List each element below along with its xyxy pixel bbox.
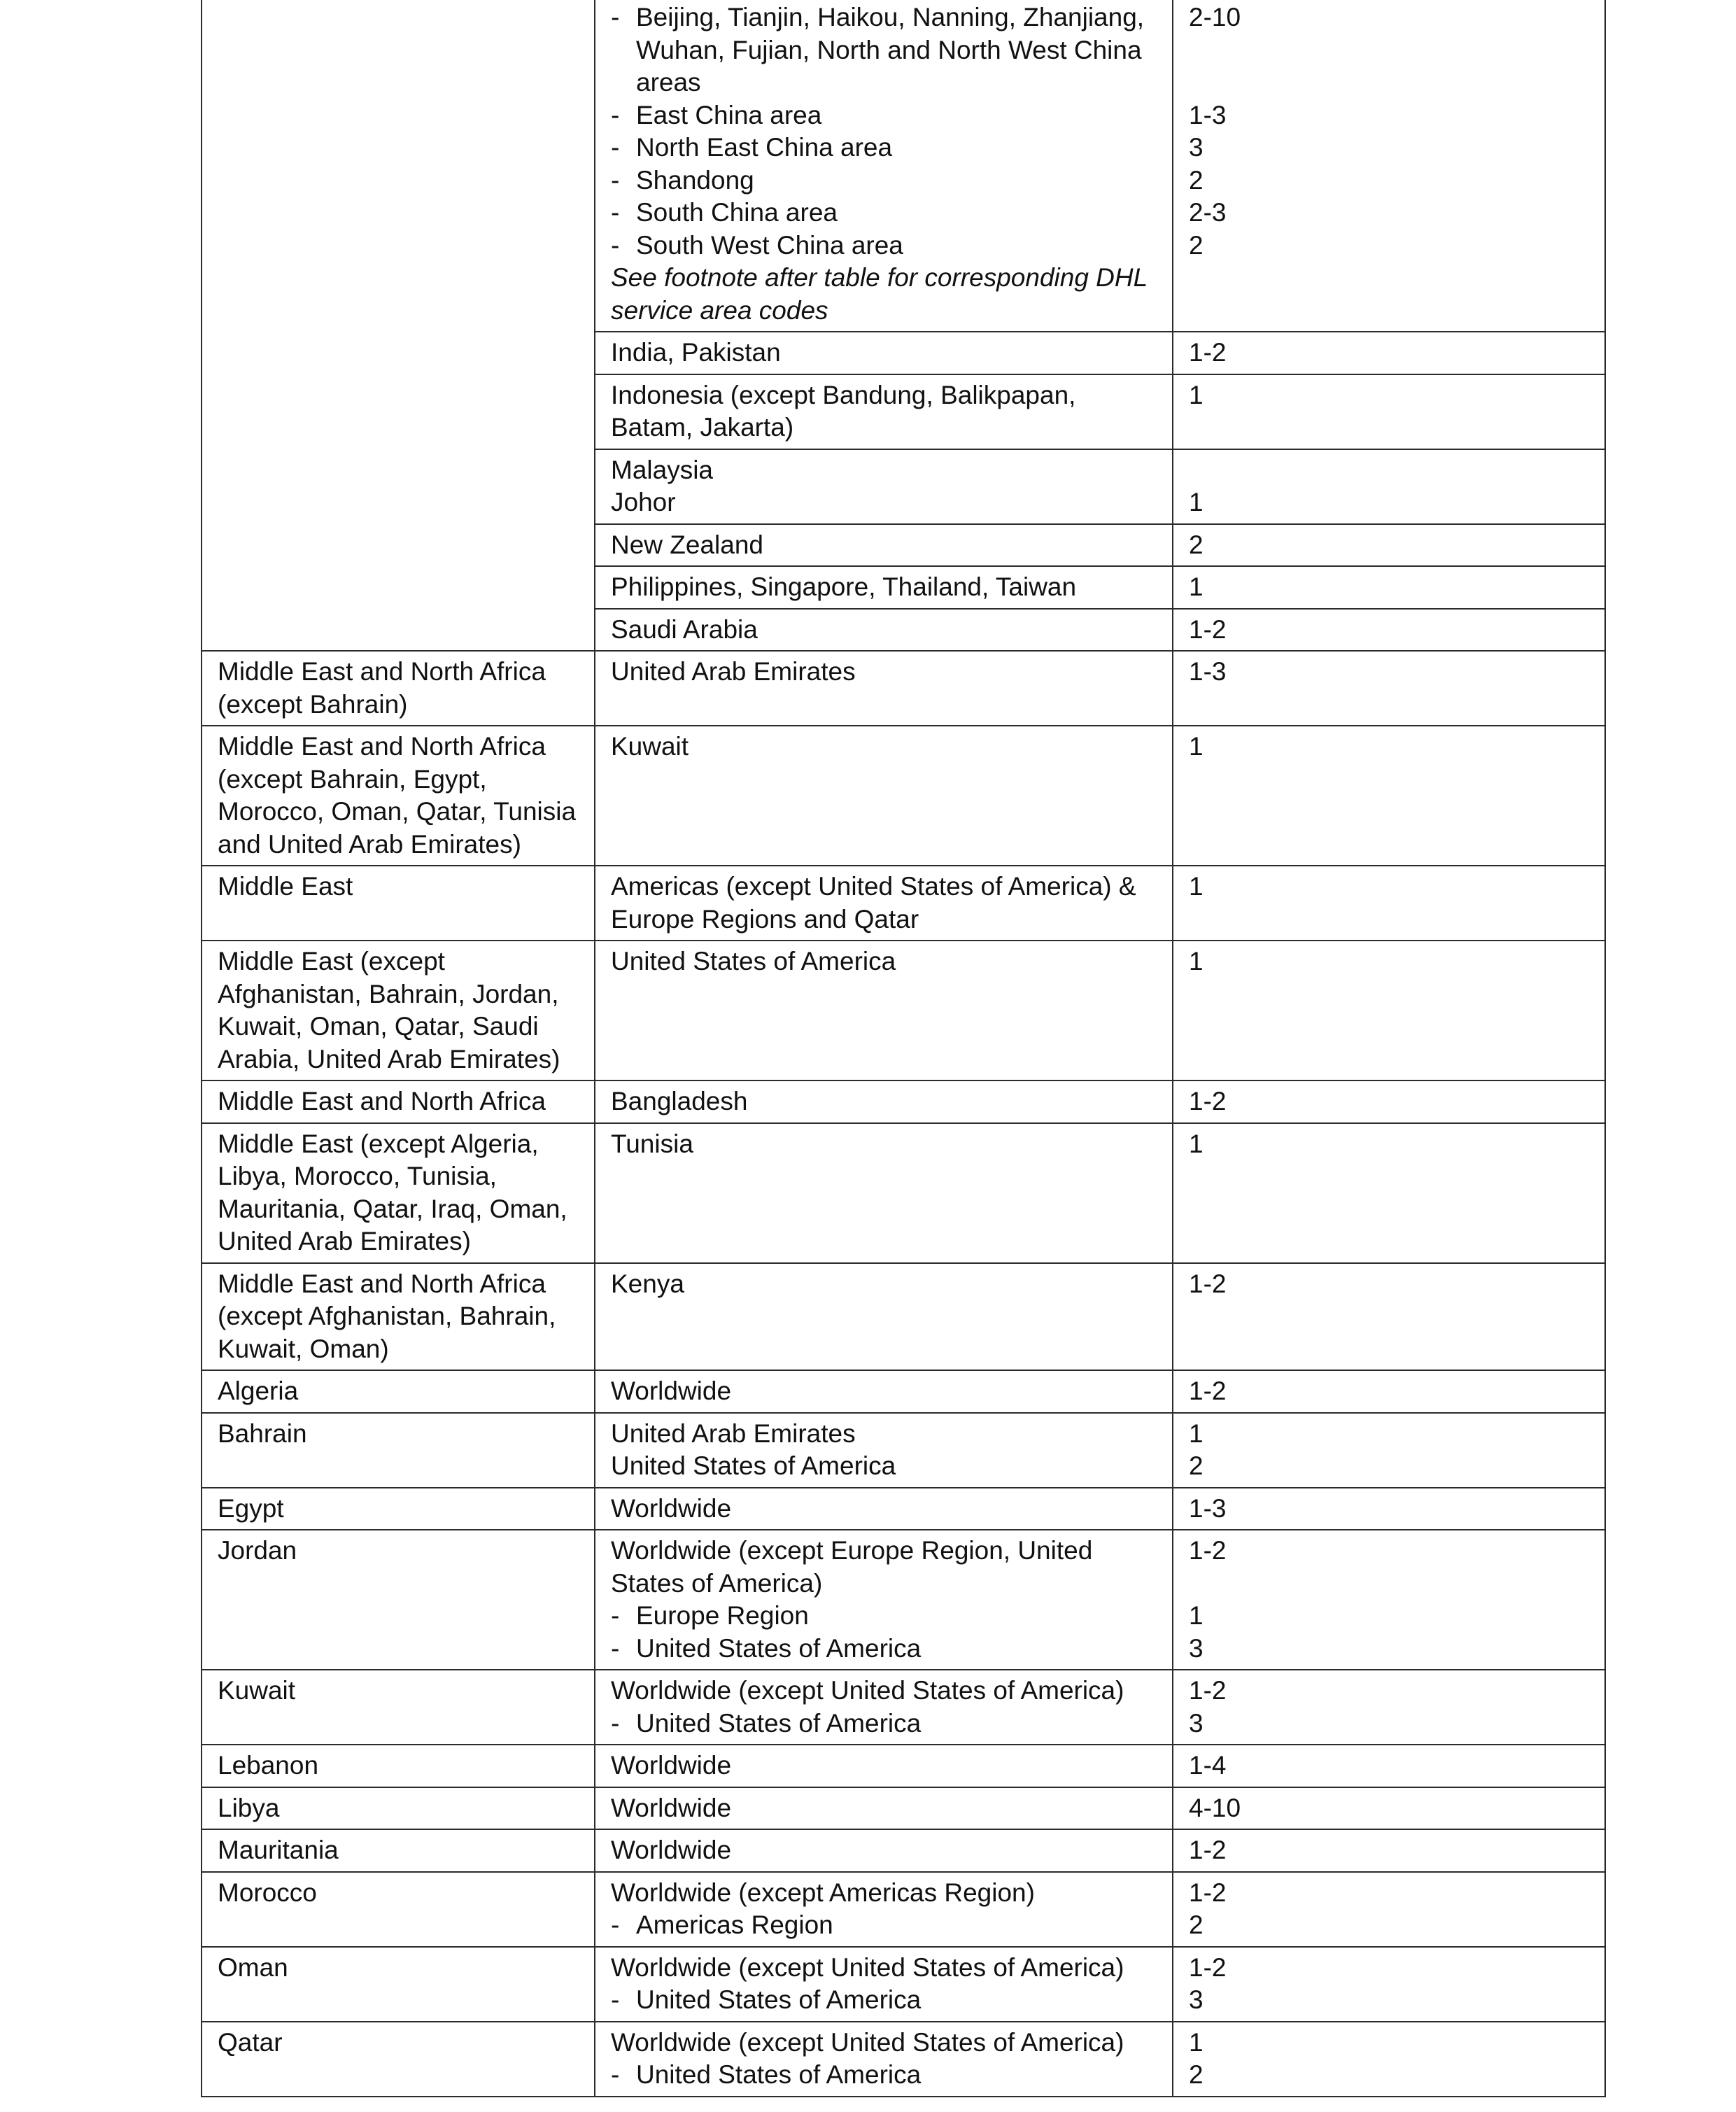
transit-days-cell <box>1173 449 1605 524</box>
transit-days-value: 1 <box>1189 572 1204 601</box>
transit-days-cell <box>1173 1080 1605 1123</box>
destination-cell <box>595 1872 1173 1947</box>
destination-line <box>611 1984 1158 2017</box>
destination-cell <box>595 566 1173 609</box>
transit-days-cell <box>1173 332 1605 374</box>
destination-cell <box>595 1263 1173 1371</box>
destination-line: - Beijing, Tianjin, Haikou, Nanning, Zhanjiang, Wuhan, Fujian, North and North West China areas <box>611 3 1145 97</box>
transit-days-cell <box>1173 524 1605 567</box>
transit-days-value: 1 <box>1189 1418 1204 1448</box>
destination-cell <box>595 609 1173 652</box>
destination-cell <box>595 941 1173 1080</box>
transit-days-cell <box>1173 1488 1605 1530</box>
table-row <box>202 1530 1605 1670</box>
destination-line <box>611 2059 1158 2092</box>
transit-days-cell <box>1173 1787 1605 1830</box>
destination-cell <box>595 2022 1173 2097</box>
table-row <box>202 1080 1605 1123</box>
origin-cell <box>202 651 595 726</box>
destination-cell <box>595 449 1173 524</box>
destination-line: Saudi Arabia <box>611 614 758 644</box>
origin-cell <box>202 1745 595 1787</box>
dash-marker: - <box>611 2060 620 2089</box>
origin-text: Mauritania <box>218 1836 339 1864</box>
transit-days-value: 1 <box>1189 1129 1204 1158</box>
destination-cell <box>595 1530 1173 1670</box>
table-row <box>202 726 1605 866</box>
transit-days-cell <box>1173 941 1605 1080</box>
origin-cell <box>202 1787 595 1830</box>
destination-cell <box>595 1413 1173 1488</box>
destination-line: Worldwide <box>611 1793 732 1822</box>
destination-line: Worldwide <box>611 1836 732 1864</box>
transit-days-value: 1 <box>1189 732 1204 761</box>
table-row <box>202 941 1605 1080</box>
table-row <box>202 1670 1605 1745</box>
transit-days-cell <box>1173 1263 1605 1371</box>
transit-days-value: 2-10 <box>1189 3 1241 31</box>
transit-days-value: 2 <box>1189 1910 1204 1939</box>
table-row <box>202 866 1605 941</box>
transit-days-value: 1-2 <box>1189 1377 1227 1405</box>
destination-cell <box>595 1670 1173 1745</box>
transit-days-cell <box>1173 1530 1605 1670</box>
destination-cell <box>595 651 1173 726</box>
destination-text: Europe Region <box>636 1601 809 1630</box>
transit-days-value: 2 <box>1189 230 1204 260</box>
transit-days-cell <box>1173 1947 1605 2022</box>
table-row <box>202 1787 1605 1830</box>
destination-line <box>611 1600 1158 1633</box>
transit-days-cell <box>1173 566 1605 609</box>
destination-cell <box>595 1080 1173 1123</box>
transit-days-cell <box>1173 651 1605 726</box>
dash-marker: - <box>611 1910 620 1939</box>
origin-cell <box>202 1263 595 1371</box>
origin-text: Morocco <box>218 1878 317 1907</box>
destination-text: United States of America <box>636 1633 922 1663</box>
origin-cell <box>202 726 595 866</box>
destination-line <box>611 1633 1158 1666</box>
destination-line: - South China area <box>611 198 838 227</box>
table-row <box>202 1872 1605 1947</box>
destination-line: Worldwide <box>611 1751 732 1780</box>
transit-days-value: 2 <box>1189 2060 1204 2089</box>
transit-days-value: 1-2 <box>1189 1836 1227 1864</box>
origin-cell <box>202 941 595 1080</box>
origin-text: Oman <box>218 1952 288 1982</box>
transit-days-value: 1-2 <box>1189 1952 1227 1982</box>
destination-cell <box>595 1787 1173 1830</box>
destination-line: Worldwide <box>611 1493 732 1523</box>
transit-days-value: 1-2 <box>1189 338 1227 367</box>
destination-cell <box>595 374 1173 449</box>
table-row <box>202 1123 1605 1263</box>
transit-days-value: 3 <box>1189 1633 1204 1663</box>
transit-days-value: 1-2 <box>1189 1878 1227 1907</box>
destination-line: Kuwait <box>611 732 689 761</box>
destination-line: - Shandong <box>611 165 754 195</box>
origin-text: Qatar <box>218 2027 283 2057</box>
destination-line: Philippines, Singapore, Thailand, Taiwan <box>611 572 1077 601</box>
transit-days-cell <box>1173 1123 1605 1263</box>
origin-cell <box>202 1370 595 1413</box>
transit-days-value: 1 <box>1189 488 1204 516</box>
destination-line: Worldwide (except United States of America) <box>611 2027 1124 2057</box>
transit-days-value: 2 <box>1189 165 1204 195</box>
origin-text: Middle East (except Afghanistan, Bahrain, Jordan, Kuwait, Oman, Qatar, Saudi Arabia, United Arab Emirates) <box>218 947 560 1073</box>
destination-text: United States of America <box>636 1985 922 2014</box>
destination-line: Kenya <box>611 1269 684 1298</box>
table-row <box>202 1413 1605 1488</box>
transit-days-value <box>1189 66 1590 99</box>
destination-text: Americas Region <box>636 1910 833 1939</box>
transit-days-value: 3 <box>1189 133 1204 162</box>
transit-days-value <box>1189 1568 1590 1600</box>
destination-cell <box>595 332 1173 374</box>
destination-line: United States of America <box>611 947 896 976</box>
destination-line: - South West China area <box>611 230 903 260</box>
transit-days-value: 1-2 <box>1189 614 1227 644</box>
transit-days-cell <box>1173 0 1605 332</box>
origin-cell <box>202 1080 595 1123</box>
transit-days-cell <box>1173 2022 1605 2097</box>
table-row <box>202 1263 1605 1371</box>
transit-days-cell <box>1173 1829 1605 1872</box>
transit-days-value: 2-3 <box>1189 198 1227 227</box>
origin-text: Middle East and North Africa (except Afghanistan, Bahrain, Kuwait, Oman) <box>218 1269 556 1363</box>
transit-days-cell <box>1173 726 1605 866</box>
destination-cell <box>595 726 1173 866</box>
transit-days-value: 1-2 <box>1189 1676 1227 1705</box>
transit-days-value: 1-2 <box>1189 1269 1227 1298</box>
destination-line <box>611 1909 1158 1942</box>
destination-cell <box>595 866 1173 941</box>
origin-text: Algeria <box>218 1377 299 1405</box>
destination-cell <box>595 1745 1173 1787</box>
transit-days-value: 1 <box>1189 1601 1204 1630</box>
destination-line: Worldwide <box>611 1377 732 1405</box>
destination-line: Worldwide (except United States of America) <box>611 1952 1124 1982</box>
transit-days-value: 1 <box>1189 947 1204 976</box>
table-row <box>202 651 1605 726</box>
origin-text: Egypt <box>218 1493 284 1523</box>
origin-cell <box>202 1413 595 1488</box>
destination-cell <box>595 524 1173 567</box>
origin-cell <box>202 0 595 651</box>
transit-days-value: 1-2 <box>1189 1536 1227 1565</box>
transit-days-cell <box>1173 1745 1605 1787</box>
origin-cell <box>202 1829 595 1872</box>
transit-days-cell <box>1173 1413 1605 1488</box>
transit-days-value: 1-2 <box>1189 1087 1227 1115</box>
table-body <box>202 0 1605 2097</box>
transit-days-value <box>1189 454 1590 487</box>
destination-line: - North East China area <box>611 133 893 162</box>
origin-cell <box>202 1872 595 1947</box>
destination-line: United Arab Emirates <box>611 1418 856 1448</box>
destination-cell <box>595 1947 1173 2022</box>
destination-line: Tunisia <box>611 1129 693 1158</box>
destination-cell <box>595 1123 1173 1263</box>
table-row <box>202 1829 1605 1872</box>
transit-days-value: 1-3 <box>1189 657 1227 686</box>
destination-line: United Arab Emirates <box>611 657 856 686</box>
origin-cell <box>202 1670 595 1745</box>
destination-line: Bangladesh <box>611 1087 748 1115</box>
origin-text: Middle East <box>218 872 353 901</box>
origin-text: Bahrain <box>218 1418 307 1448</box>
transit-time-table <box>201 0 1606 2097</box>
origin-text: Jordan <box>218 1536 297 1565</box>
destination-line: Malaysia <box>611 455 713 484</box>
destination-line: - East China area <box>611 100 822 129</box>
origin-text: Libya <box>218 1793 280 1822</box>
transit-days-value: 4-10 <box>1189 1793 1241 1822</box>
transit-days-value: 1-3 <box>1189 1493 1227 1523</box>
transit-days-value: 1 <box>1189 380 1204 409</box>
origin-text: Middle East and North Africa (except Bahrain) <box>218 657 546 719</box>
destination-line: United States of America <box>611 1451 896 1480</box>
transit-days-value: 3 <box>1189 1985 1204 2014</box>
dash-marker: - <box>611 1708 620 1738</box>
origin-text: Lebanon <box>218 1751 319 1780</box>
origin-cell <box>202 1530 595 1670</box>
destination-line: Indonesia (except Bandung, Balikpapan, Batam, Jakarta) <box>611 380 1076 442</box>
transit-days-value: 1 <box>1189 872 1204 901</box>
destination-line: New Zealand <box>611 530 764 559</box>
table-row <box>202 1488 1605 1530</box>
origin-cell <box>202 2022 595 2097</box>
origin-text: Middle East and North Africa <box>218 1087 546 1115</box>
table-row <box>202 0 1605 332</box>
transit-days-value: 2 <box>1189 1451 1204 1480</box>
transit-days-cell <box>1173 1872 1605 1947</box>
transit-days-value: 2 <box>1189 530 1204 559</box>
destination-text: United States of America <box>636 2060 922 2089</box>
dash-marker: - <box>611 1633 620 1663</box>
origin-cell <box>202 1123 595 1263</box>
destination-line: India, Pakistan <box>611 338 781 367</box>
destination-cell <box>595 0 1173 332</box>
table-row <box>202 1947 1605 2022</box>
origin-cell <box>202 1947 595 2022</box>
dash-marker: - <box>611 1601 620 1630</box>
table-row <box>202 1370 1605 1413</box>
table-row <box>202 1745 1605 1787</box>
destination-cell <box>595 1488 1173 1530</box>
destination-text: United States of America <box>636 1708 922 1738</box>
destination-line: Americas (except United States of America) & Europe Regions and Qatar <box>611 872 1136 934</box>
dash-marker: - <box>611 1985 620 2014</box>
transit-days-cell <box>1173 609 1605 652</box>
destination-cell <box>595 1829 1173 1872</box>
footnote-reference: See footnote after table for corresponding DHL service area codes <box>611 263 1148 325</box>
transit-days-value <box>1189 34 1590 67</box>
origin-text: Kuwait <box>218 1676 296 1705</box>
transit-days-cell <box>1173 866 1605 941</box>
transit-days-value: 3 <box>1189 1708 1204 1738</box>
table-row <box>202 2022 1605 2097</box>
transit-days-value: 1-3 <box>1189 100 1227 129</box>
transit-days-value: 1 <box>1189 2027 1204 2057</box>
origin-text: Middle East (except Algeria, Libya, Morocco, Tunisia, Mauritania, Qatar, Iraq, Oman, United Arab Emirates) <box>218 1129 567 1255</box>
origin-cell <box>202 866 595 941</box>
origin-text: Middle East and North Africa (except Bahrain, Egypt, Morocco, Oman, Qatar, Tunisia and United Arab Emirates) <box>218 732 577 859</box>
origin-cell <box>202 1488 595 1530</box>
transit-days-cell <box>1173 374 1605 449</box>
destination-line: Worldwide (except United States of America) <box>611 1676 1124 1705</box>
destination-line: Worldwide (except Europe Region, United States of America) <box>611 1536 1093 1598</box>
destination-cell <box>595 1370 1173 1413</box>
destination-line: Johor <box>611 488 676 516</box>
transit-days-cell <box>1173 1670 1605 1745</box>
destination-line: Worldwide (except Americas Region) <box>611 1878 1035 1907</box>
transit-days-cell <box>1173 1370 1605 1413</box>
destination-line <box>611 1708 1158 1740</box>
transit-days-value: 1-4 <box>1189 1751 1227 1780</box>
